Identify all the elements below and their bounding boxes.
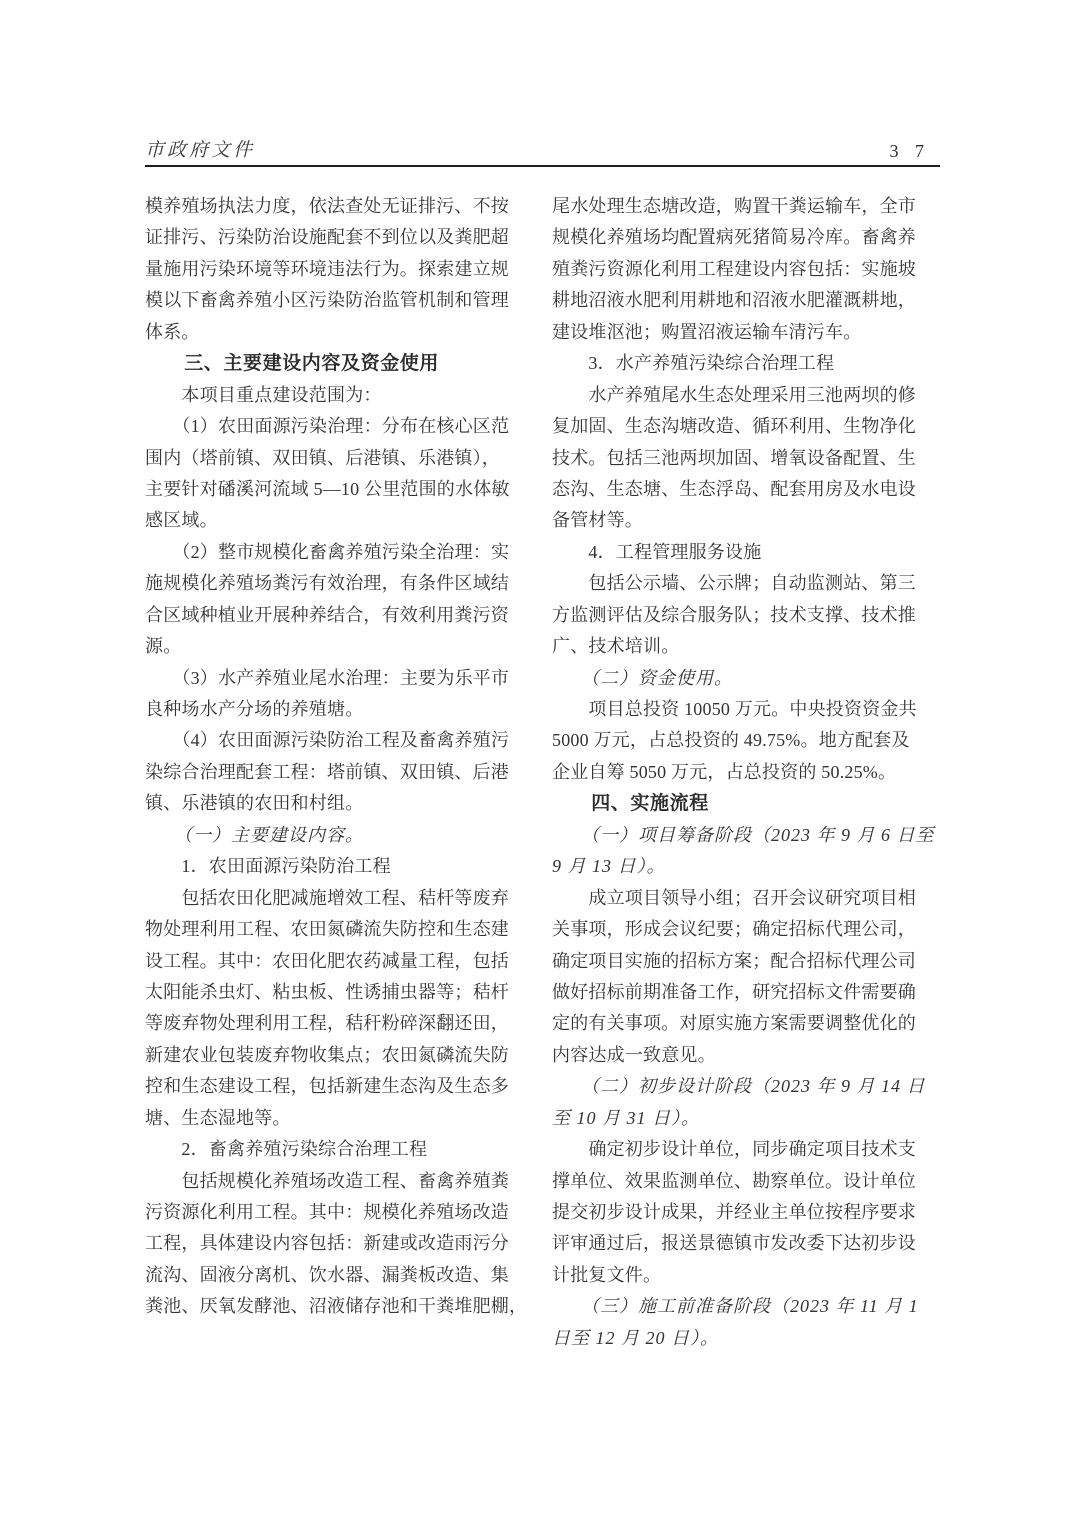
text-line: 塘、生态湿地等。: [145, 1107, 291, 1128]
text-line: 设工程。其中：农田化肥农药减量工程，包括: [145, 950, 509, 971]
text-line: 主要针对磻溪河流域 5—10 公里范围的水体敏: [145, 478, 510, 499]
text-line: （三）施工前准备阶段（2023 年 11 月 1: [552, 1296, 919, 1317]
text-line: 定的有关事项。对原实施方案需要调整优化的: [552, 1013, 916, 1034]
text-line: 模以下畜禽养殖小区污染防治监管机制和管理: [145, 290, 509, 311]
text-line: 方监测评估及综合服务队；技术支撑、技术推: [552, 604, 916, 625]
text-line: 源。: [145, 636, 182, 657]
text-line: （二）初步设计阶段（2023 年 9 月 14 日: [552, 1076, 926, 1097]
text-line: 规模化养殖场均配置病死猪简易冷库。畜禽养: [552, 227, 916, 248]
text-line: 内容达成一致意见。: [552, 1044, 716, 1065]
text-line: （3）水产养殖业尾水治理：主要为乐平市: [145, 667, 510, 688]
text-line: 模养殖场执法力度，依法查处无证排污、不按: [145, 196, 509, 216]
text-line: 关事项，形成会议纪要；确定招标代理公司，: [552, 919, 916, 940]
text-line: 3．水产养殖污染综合治理工程: [552, 353, 835, 374]
text-line: 四、实施流程: [552, 793, 709, 815]
text-line: 合区域种植业开展种养结合，有效利用粪污资: [145, 604, 509, 625]
text-line: 态沟、生态塘、生态浮岛、配套用房及水电设: [552, 478, 916, 499]
text-line: 成立项目领导小组；召开会议研究项目相: [552, 887, 916, 908]
text-line: 量施用污染环境等环境违法行为。探索建立规: [145, 258, 509, 279]
text-line: （一）主要建设内容。: [145, 824, 364, 845]
text-line: 2．畜禽养殖污染综合治理工程: [145, 1139, 428, 1160]
text-line: 工程，具体建设内容包括：新建或改造雨污分: [145, 1233, 509, 1254]
text-line: 新建农业包装废弃物收集点；农田氮磷流失防: [145, 1044, 509, 1065]
text-line: （4）农田面源污染防治工程及畜禽养殖污: [145, 730, 510, 751]
right-column: [552, 191, 936, 1354]
text-line: 计批复文件。: [552, 1264, 662, 1285]
document-body: [145, 191, 936, 1354]
text-line: 证排污、污染防治设施配套不到位以及粪肥超: [145, 227, 509, 248]
text-line: 包括公示墙、公示牌；自动监测站、第三: [552, 573, 916, 594]
text-line: 评审通过后，报送景德镇市发改委下达初步设: [552, 1233, 916, 1254]
text-line: 殖粪污资源化利用工程建设内容包括：实施坡: [552, 258, 916, 279]
text-line: 染综合治理配套工程：塔前镇、双田镇、后港: [145, 761, 509, 782]
text-line: 企业自筹 5050 万元，占总投资的 50.25%。: [552, 761, 897, 782]
text-line: 备管材等。: [552, 510, 643, 531]
text-line: 流沟、固液分离机、饮水器、漏粪板改造、集: [145, 1264, 509, 1285]
text-line: 5000 万元，占总投资的 49.75%。地方配套及: [552, 730, 910, 751]
text-line: 包括农田化肥减施增效工程、秸杆等废弃: [145, 887, 509, 908]
text-line: 至 10 月 31 日）。: [552, 1107, 700, 1128]
text-line: 做好招标前期准备工作，研究招标文件需要确: [552, 981, 916, 1002]
text-line: 体系。: [145, 321, 200, 342]
text-line: 控和生态建设工程，包括新建生态沟及生态多: [145, 1076, 509, 1097]
text-line: 尾水处理生态塘改造，购置干粪运输车，全市: [552, 196, 916, 216]
text-line: 粪池、厌氧发酵池、沼液储存池和干粪堆肥棚，: [145, 1296, 528, 1317]
text-line: （2）整市规模化畜禽养殖污染全治理：实: [145, 541, 510, 562]
text-line: 施规模化养殖场粪污有效治理，有条件区域结: [145, 573, 509, 594]
text-line: 日至 12 月 20 日）。: [552, 1327, 719, 1348]
text-line: 建设堆沤池；购置沼液运输车清污车。: [552, 321, 862, 342]
text-line: （一）项目筹备阶段（2023 年 9 月 6 日至: [552, 824, 935, 845]
text-line: 技术。包括三池两坝加固、增氧设备配置、生: [552, 447, 916, 468]
text-line: 污资源化利用工程。其中：规模化养殖场改造: [145, 1202, 509, 1222]
text-line: 太阳能杀虫灯、粘虫板、性诱捕虫器等；秸杆: [145, 981, 509, 1002]
header-title: 市政府文件: [145, 140, 256, 161]
text-line: 撑单位、效果监测单位、勘察单位。设计单位: [552, 1170, 916, 1191]
text-line: 项目总投资 10050 万元。中央投资资金共: [552, 699, 917, 719]
text-line: 9 月 13 日）。: [552, 856, 666, 877]
text-line: 等废弃物处理利用工程，秸秆粉碎深翻还田，: [145, 1013, 509, 1034]
text-line: 耕地沼液水肥利用耕地和沼液水肥灌溉耕地，: [552, 290, 916, 311]
text-line: 确定初步设计单位，同步确定项目技术支: [552, 1139, 916, 1160]
text-line: 围内（塔前镇、双田镇、后港镇、乐港镇），: [145, 447, 500, 468]
text-line: 三、主要建设内容及资金使用: [145, 353, 440, 375]
page-header: [145, 128, 940, 162]
text-line: 包括规模化养殖场改造工程、畜禽养殖粪: [145, 1170, 509, 1191]
left-column: [145, 191, 529, 1354]
text-line: （1）农田面源污染治理：分布在核心区范: [145, 416, 510, 437]
page-number: 3 7: [889, 141, 930, 161]
text-line: 物处理利用工程、农田氮磷流失防控和生态建: [145, 919, 509, 940]
text-line: 4．工程管理服务设施: [552, 541, 762, 562]
text-line: 广、技术培训。: [552, 636, 680, 657]
text-line: 水产养殖尾水生态处理采用三池两坝的修: [552, 384, 916, 405]
text-line: （二）资金使用。: [552, 667, 733, 688]
text-line: 1．农田面源污染防治工程: [145, 856, 391, 877]
text-line: 确定项目实施的招标方案；配合招标代理公司: [552, 950, 916, 971]
text-line: 提交初步设计成果，并经业主单位按程序要求: [552, 1202, 916, 1222]
text-line: 复加固、生态沟塘改造、循环利用、生物净化: [552, 416, 916, 437]
text-line: 本项目重点建设范围为：: [145, 384, 382, 405]
text-line: 良种场水产分场的养殖塘。: [145, 699, 364, 719]
text-line: 感区域。: [145, 510, 218, 531]
header-rule: [145, 165, 940, 167]
text-line: 镇、乐港镇的农田和村组。: [145, 793, 364, 814]
